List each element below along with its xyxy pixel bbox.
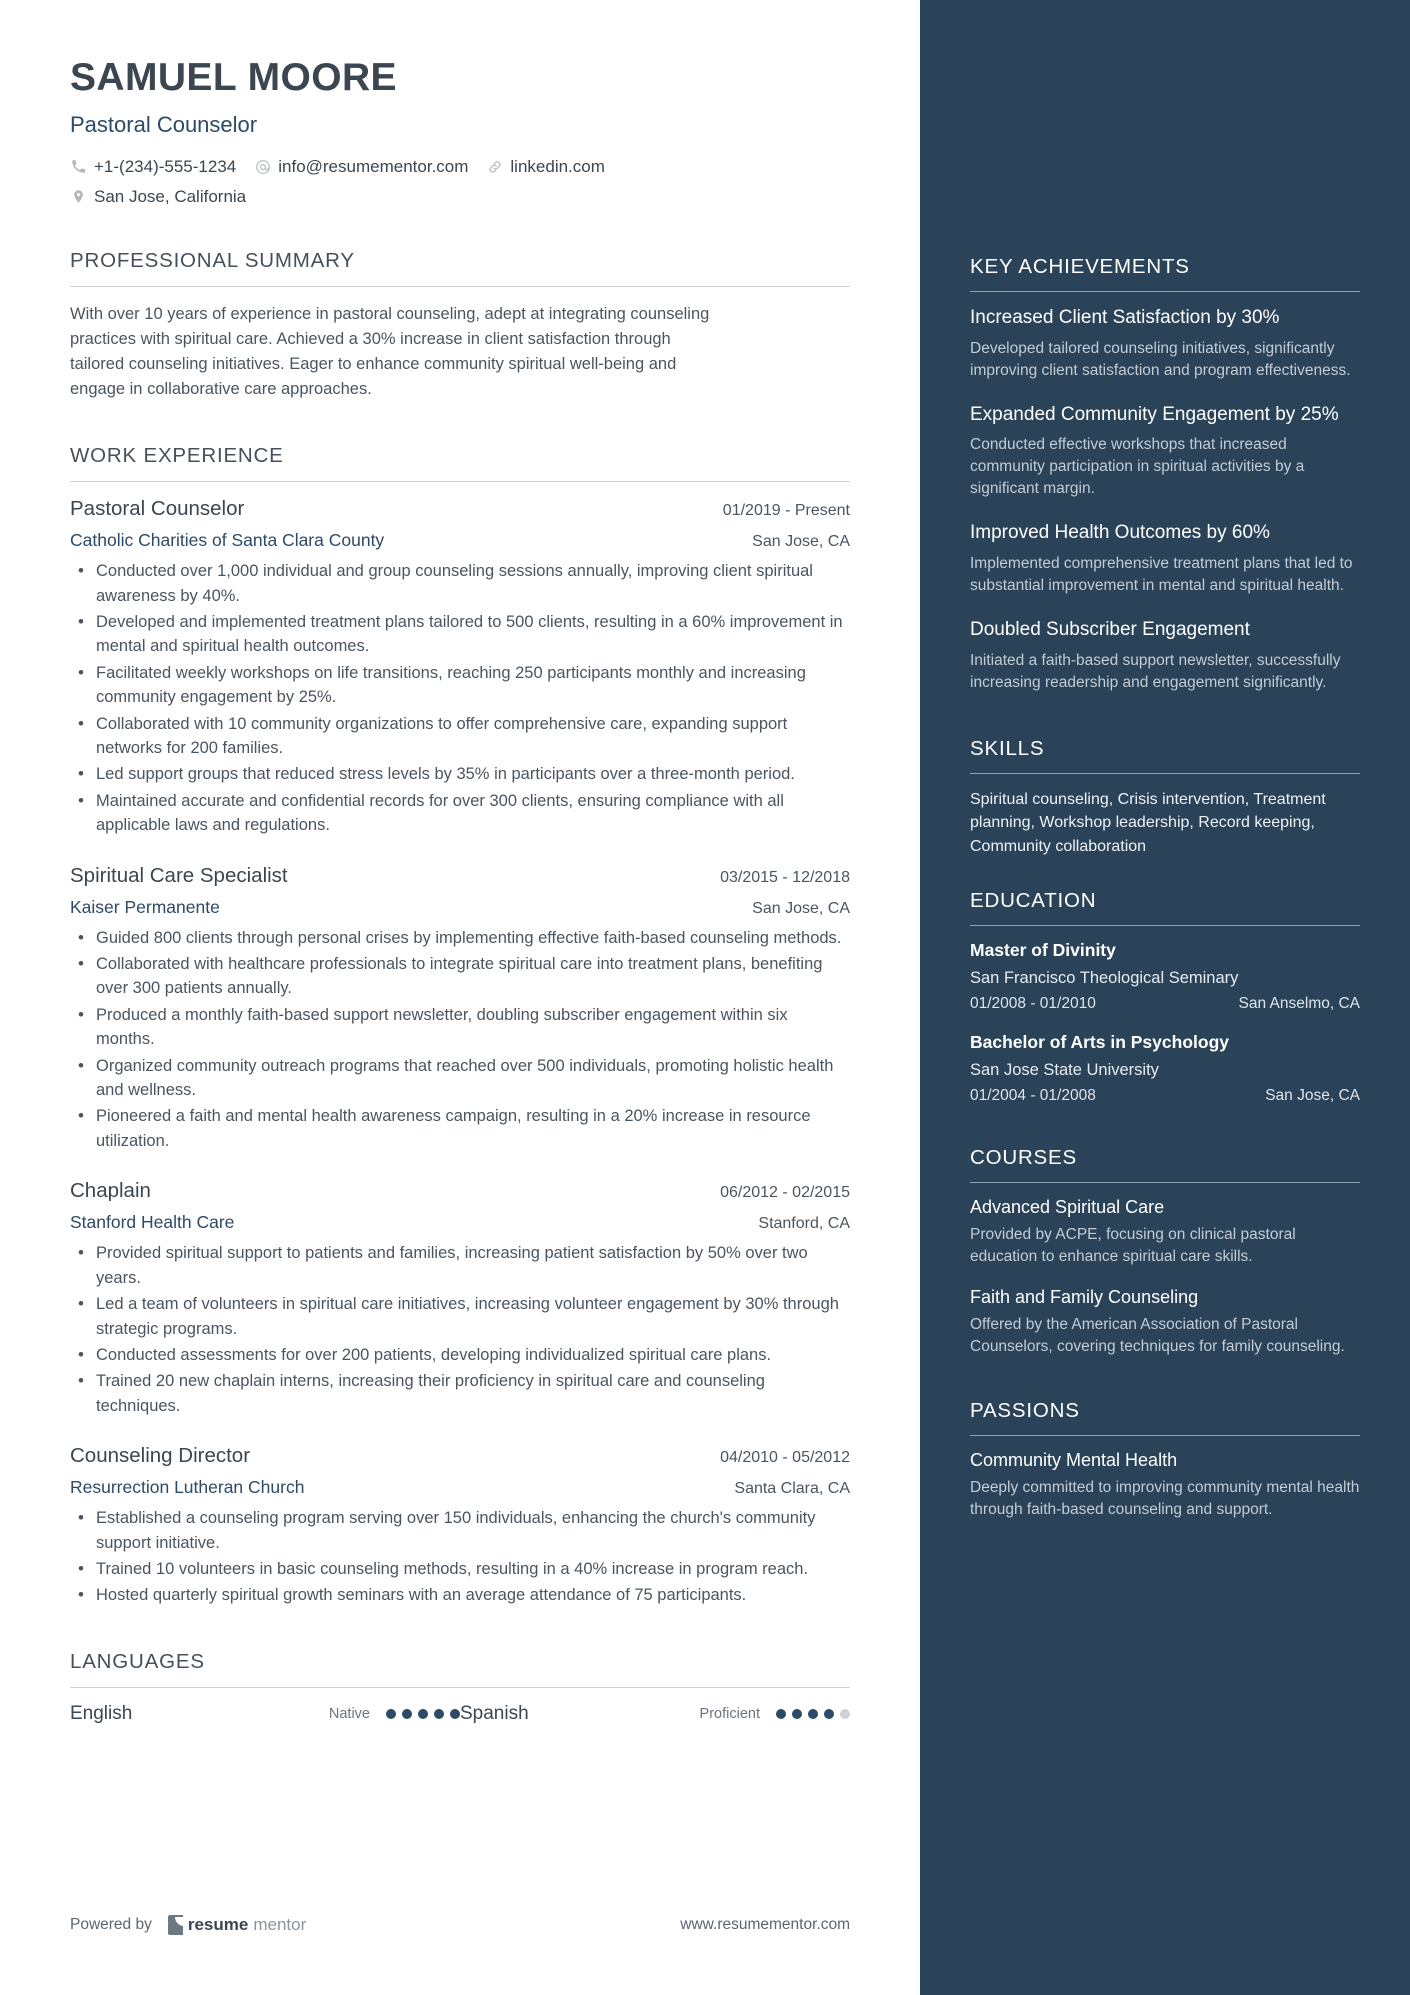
job-bullet: • Provided spiritual support to patients and families, increasing patient satisfaction by 50% over two years. [70, 1241, 850, 1290]
divider [970, 925, 1360, 926]
achievement-list [970, 306, 1360, 694]
job-location: Santa Clara, CA [734, 1480, 850, 1498]
education-meta [970, 995, 1360, 1013]
section-heading-languages: LANGUAGES [70, 1649, 205, 1673]
proficiency-dots [776, 1709, 850, 1719]
education-school: San Jose State University [970, 1060, 1159, 1079]
proficiency-dots [386, 1709, 460, 1719]
brand-name-bold: resume [187, 1915, 249, 1934]
page-title: SAMUEL MOORE [70, 56, 397, 99]
job-bullet: • Conducted over 1,000 individual and group counseling sessions annually, improving client spiritual awareness by 40%. [70, 559, 850, 608]
job-header-row [70, 864, 850, 888]
job-bullet: • Produced a monthly faith-based support newsletter, doubling subscriber engagement within six months. [70, 1003, 850, 1052]
education-meta [970, 1087, 1360, 1105]
email-icon [254, 158, 271, 175]
proficiency-dot [402, 1709, 412, 1719]
job-company: Kaiser Permanente [70, 896, 220, 917]
sidebar-section-skills [970, 737, 1360, 859]
passion-item [970, 1450, 1360, 1521]
job-company: Catholic Charities of Santa Clara County [70, 530, 385, 551]
language-item [70, 1703, 460, 1725]
job-dates: 04/2010 - 05/2012 [720, 1449, 850, 1467]
sidebar-section-passions [970, 1399, 1360, 1521]
powered-by-label: Powered by [70, 1916, 152, 1933]
job-bullet: • Trained 10 volunteers in basic counseling methods, resulting in a 40% increase in program reach. [70, 1557, 850, 1581]
job-subheader-row [70, 530, 850, 551]
job-bullet: • Collaborated with healthcare professionals to integrate spiritual care into treatment plans, benefiting over 300 patients annually. [70, 952, 850, 1001]
course-title: Advanced Spiritual Care [970, 1196, 1165, 1217]
course-title: Faith and Family Counseling [970, 1286, 1199, 1307]
job-bullet: • Established a counseling program serving over 150 individuals, enhancing the church's community support initiative. [70, 1506, 850, 1555]
proficiency-dot [840, 1709, 850, 1719]
contact-linkedin-text: linkedin.com [510, 156, 605, 176]
divider [970, 1435, 1360, 1436]
section-heading-summary: PROFESSIONAL SUMMARY [70, 248, 355, 272]
proficiency-dot [776, 1709, 786, 1719]
achievement-title: Doubled Subscriber Engagement [970, 619, 1250, 641]
contact-email-text: info@resumementor.com [278, 156, 469, 176]
contact-location-text: San Jose, California [94, 186, 247, 206]
language-level: Native [328, 1705, 370, 1722]
achievement-title: Increased Client Satisfaction by 30% [970, 307, 1280, 328]
job-dates: 03/2015 - 12/2018 [720, 868, 850, 886]
sidebar-heading-achievements: KEY ACHIEVEMENTS [970, 255, 1190, 278]
education-degree: Master of Divinity [970, 939, 1116, 960]
job-list [70, 497, 850, 1608]
job-entry [70, 864, 850, 1154]
job-bullet: • Trained 20 new chaplain interns, increasing their proficiency in spiritual care and counseling techniques. [70, 1369, 850, 1418]
section-work-experience [70, 444, 850, 1608]
powered-by-block [70, 1915, 306, 1935]
education-item [970, 1032, 1360, 1105]
spacer [970, 1124, 1360, 1146]
language-item [460, 1703, 850, 1725]
course-item [970, 1197, 1360, 1268]
summary-paragraph: With over 10 years of experience in pastoral counseling, adept at integrating counseling practices with spiritual care. Achieved a 30% increase in client satisfaction through tailored counseling initiatives. Eager to enhance community spiritual well-being and engage in collaborative care approaches. [70, 304, 710, 399]
job-entry [70, 1179, 850, 1418]
job-bullet-list [70, 926, 850, 1154]
job-header-row [70, 497, 850, 521]
brand-mark-icon [168, 1915, 183, 1935]
achievement-item [970, 618, 1360, 694]
achievement-title: Expanded Community Engagement by 25% [970, 403, 1339, 425]
course-item [970, 1287, 1360, 1358]
language-level: Proficient [699, 1705, 760, 1722]
job-company: Resurrection Lutheran Church [70, 1477, 305, 1498]
contact-email[interactable] [254, 157, 468, 177]
job-header-row [70, 1179, 850, 1203]
job-location: San Jose, CA [752, 899, 850, 917]
proficiency-dot [824, 1709, 834, 1719]
proficiency-dot [434, 1709, 444, 1719]
education-location: San Jose, CA [1265, 1086, 1360, 1104]
course-desc: Offered by the American Association of Pastoral Counselors, covering techniques for family counseling. [970, 1315, 1345, 1355]
sidebar [920, 0, 1410, 1995]
passion-desc: Deeply committed to improving community mental health through faith-based counseling and support. [970, 1478, 1360, 1518]
divider [70, 286, 850, 287]
sidebar-heading-courses: COURSES [970, 1145, 1077, 1169]
phone-icon [70, 158, 87, 175]
achievement-desc: Implemented comprehensive treatment plans that led to substantial improvement in mental and spiritual health. [970, 555, 1353, 595]
sidebar-heading-skills: SKILLS [970, 736, 1045, 760]
sidebar-heading-passions: PASSIONS [970, 1398, 1080, 1422]
spacer [970, 1377, 1360, 1399]
education-list [970, 940, 1360, 1105]
achievement-desc: Conducted effective workshops that increased community participation in spiritual activities by a significant margin. [970, 436, 1305, 498]
education-location: San Anselmo, CA [1238, 994, 1360, 1012]
job-dates: 06/2012 - 02/2015 [720, 1184, 850, 1202]
footer-website[interactable]: www.resumementor.com [680, 1916, 850, 1933]
section-languages [70, 1650, 850, 1725]
sidebar-heading-education: EDUCATION [970, 888, 1097, 912]
resumementor-logo [168, 1915, 306, 1935]
education-dates: 01/2008 - 01/2010 [970, 994, 1096, 1012]
link-icon [486, 158, 503, 175]
proficiency-dot [418, 1709, 428, 1719]
job-location: Stanford, CA [758, 1215, 850, 1233]
achievement-item [970, 521, 1360, 597]
course-list [970, 1197, 1360, 1358]
job-bullet-list [70, 1506, 850, 1608]
education-dates: 01/2004 - 01/2008 [970, 1086, 1096, 1104]
language-name: Spanish [460, 1702, 529, 1724]
job-subheader-row [70, 1212, 850, 1233]
job-bullet: • Organized community outreach programs that reached over 500 individuals, promoting holistic health and wellness. [70, 1054, 850, 1103]
skills-text: Spiritual counseling, Crisis intervention, Treatment planning, Workshop leadership, Record keeping, Community collaboration [970, 790, 1326, 856]
proficiency-dot [792, 1709, 802, 1719]
location-icon [70, 188, 87, 205]
spacer [970, 715, 1360, 737]
divider [970, 291, 1360, 292]
contact-linkedin[interactable] [486, 157, 605, 177]
job-bullet: • Hosted quarterly spiritual growth seminars with an average attendance of 75 participants. [70, 1583, 850, 1607]
job-role: Counseling Director [70, 1444, 251, 1468]
job-entry [70, 497, 850, 837]
job-bullet: • Led support groups that reduced stress levels by 35% in participants over a three-month period. [70, 762, 850, 786]
divider [70, 481, 850, 482]
job-bullet: • Developed and implemented treatment plans tailored to 500 clients, resulting in a 60% improvement in mental and spiritual health outcomes. [70, 610, 850, 659]
spacer [970, 867, 1360, 889]
job-bullet: • Maintained accurate and confidential records for over 300 clients, ensuring compliance with all applicable laws and regulations. [70, 789, 850, 838]
sidebar-section-courses [970, 1146, 1360, 1358]
footer [70, 1915, 850, 1935]
achievement-desc: Developed tailored counseling initiatives, significantly improving client satisfaction and program effectiveness. [970, 339, 1351, 379]
achievement-item [970, 403, 1360, 501]
header-job-title: Pastoral Counselor [70, 111, 258, 137]
job-role: Chaplain [70, 1179, 151, 1203]
job-bullet: • Facilitated weekly workshops on life transitions, reaching 250 participants monthly and increasing community engagement by 25%. [70, 661, 850, 710]
brand-name-light: mentor [253, 1915, 307, 1934]
section-professional-summary [70, 249, 850, 402]
job-dates: 01/2019 - Present [722, 502, 850, 520]
job-bullet: • Pioneered a faith and mental health awareness campaign, resulting in a 20% increase in resource utilization. [70, 1104, 850, 1153]
job-subheader-row [70, 897, 850, 918]
job-company: Stanford Health Care [70, 1212, 235, 1233]
achievement-desc: Initiated a faith-based support newsletter, successfully increasing readership and engagement significantly. [970, 651, 1341, 691]
divider [70, 1687, 850, 1688]
job-bullet-list [70, 1241, 850, 1418]
job-subheader-row [70, 1477, 850, 1498]
language-name: English [70, 1702, 133, 1724]
contact-location [70, 187, 246, 207]
course-desc: Provided by ACPE, focusing on clinical pastoral education to enhance spiritual care skills. [970, 1225, 1296, 1265]
divider [970, 773, 1360, 774]
achievement-item [970, 306, 1360, 382]
contact-phone-text: +1-(234)-555-1234 [94, 156, 237, 176]
job-bullet: • Led a team of volunteers in spiritual care initiatives, increasing volunteer engagement by 30% through strategic programs. [70, 1292, 850, 1341]
job-bullet-list [70, 559, 850, 837]
sidebar-section-achievements [970, 255, 1360, 694]
job-role: Pastoral Counselor [70, 497, 245, 521]
divider [970, 1182, 1360, 1183]
sidebar-section-education [970, 889, 1360, 1105]
education-item [970, 940, 1360, 1013]
proficiency-dot [386, 1709, 396, 1719]
job-header-row [70, 1444, 850, 1468]
job-role: Spiritual Care Specialist [70, 863, 288, 887]
job-bullet: • Collaborated with 10 community organizations to offer comprehensive care, expanding support networks for 200 families. [70, 712, 850, 761]
job-location: San Jose, CA [752, 533, 850, 551]
passion-list [970, 1450, 1360, 1521]
proficiency-dot [808, 1709, 818, 1719]
section-heading-experience: WORK EXPERIENCE [70, 444, 284, 468]
education-school: San Francisco Theological Seminary [970, 968, 1239, 987]
job-bullet: • Conducted assessments for over 200 patients, developing individualized spiritual care plans. [70, 1343, 850, 1367]
contact-phone[interactable] [70, 157, 236, 177]
education-degree: Bachelor of Arts in Psychology [970, 1031, 1229, 1052]
job-bullet: • Guided 800 clients through personal crises by implementing effective faith-based counseling methods. [70, 926, 850, 950]
language-list [70, 1703, 850, 1725]
passion-title: Community Mental Health [970, 1449, 1178, 1470]
contact-list [70, 157, 730, 207]
achievement-title: Improved Health Outcomes by 60% [970, 522, 1270, 544]
proficiency-dot [450, 1709, 460, 1719]
job-entry [70, 1444, 850, 1608]
